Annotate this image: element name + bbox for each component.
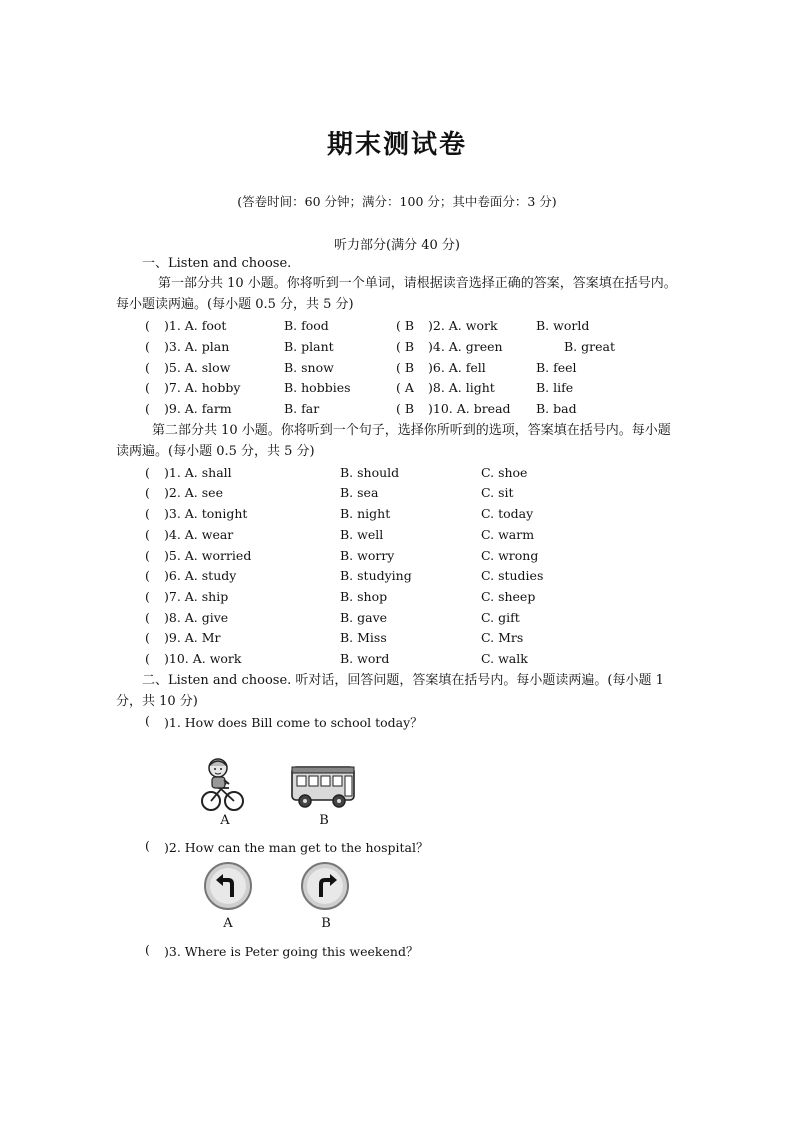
option-c: C. gift bbox=[481, 610, 520, 625]
answer-bracket[interactable]: ( bbox=[145, 465, 150, 480]
option-label: A bbox=[220, 813, 230, 828]
option-c: C. sheep bbox=[481, 589, 536, 604]
option-b: B. far bbox=[284, 401, 320, 416]
option-a: )3. A. plan bbox=[164, 339, 230, 354]
answer-bracket[interactable]: ( A bbox=[396, 380, 414, 395]
question-row bbox=[0, 380, 794, 398]
question-row bbox=[0, 318, 794, 336]
turn-right-icon[interactable] bbox=[300, 861, 350, 911]
question-row bbox=[0, 568, 794, 586]
answer-bracket[interactable]: ( bbox=[145, 318, 150, 333]
question-row bbox=[0, 401, 794, 419]
option-label: A bbox=[223, 916, 233, 931]
answer-bracket[interactable]: ( bbox=[145, 360, 150, 375]
option-a: )6. A. fell bbox=[428, 360, 486, 375]
question-row bbox=[0, 360, 794, 378]
option-a: )2. A. see bbox=[164, 485, 223, 500]
answer-bracket[interactable]: ( bbox=[145, 589, 150, 604]
answer-bracket[interactable]: ( bbox=[145, 838, 150, 853]
question-row bbox=[0, 506, 794, 524]
option-label: B bbox=[321, 916, 331, 931]
option-c: C. wrong bbox=[481, 548, 539, 563]
page-title: 期末测试卷 bbox=[326, 130, 467, 160]
question-row bbox=[0, 465, 794, 483]
option-a: )6. A. study bbox=[164, 568, 237, 583]
option-a: )9. A. farm bbox=[164, 401, 232, 416]
answer-bracket[interactable]: ( bbox=[145, 568, 150, 583]
option-a: )1. A. foot bbox=[164, 318, 227, 333]
part1-sub2-instruction: 第二部分共 10 小题。你将听到一个句子，选择你所听到的选项，答案填在括号内。每小题读两遍。(每小题 0.5 分，共 5 分) bbox=[116, 423, 671, 459]
option-b: B. gave bbox=[340, 610, 388, 625]
option-b: B. life bbox=[536, 380, 574, 395]
answer-bracket[interactable]: ( bbox=[145, 630, 150, 645]
option-b: B. studying bbox=[340, 568, 412, 583]
answer-bracket[interactable]: ( bbox=[145, 380, 150, 395]
option-c: C. walk bbox=[481, 651, 528, 666]
option-b: B. feel bbox=[536, 360, 577, 375]
question-row bbox=[0, 838, 794, 856]
answer-bracket[interactable]: ( bbox=[145, 339, 150, 354]
answer-bracket[interactable]: ( B bbox=[396, 318, 415, 333]
answer-bracket[interactable]: ( bbox=[145, 651, 150, 666]
answer-bracket[interactable]: ( bbox=[145, 713, 150, 728]
option-a: )4. A. wear bbox=[164, 527, 234, 542]
option-c: C. warm bbox=[481, 527, 535, 542]
option-a: )5. A. worried bbox=[164, 548, 252, 563]
listening-section-heading: 听力部分(满分 40 分) bbox=[334, 238, 460, 253]
question-text: )1. How does Bill come to school today？ bbox=[164, 715, 423, 730]
part1-sub1-instruction: 第一部分共 10 小题。你将听到一个单词，请根据读音选择正确的答案，答案填在括号内。每小题读两遍。(每小题 0.5 分，共 5 分) bbox=[116, 276, 677, 312]
option-a: )5. A. slow bbox=[164, 360, 231, 375]
part2-instruction: 二、Listen and choose. 听对话，回答问题，答案填在括号内。每小题读两遍。(每小题 1 分，共 10 分) bbox=[116, 673, 664, 709]
option-b: B. great bbox=[564, 339, 615, 354]
question-text: )2. How can the man get to the hospital？ bbox=[164, 840, 429, 855]
turn-left-icon[interactable] bbox=[203, 861, 253, 911]
option-a: )8. A. give bbox=[164, 610, 229, 625]
question-row bbox=[0, 548, 794, 566]
question-row bbox=[0, 589, 794, 607]
option-a: )1. A. shall bbox=[164, 465, 232, 480]
answer-bracket[interactable]: ( bbox=[145, 548, 150, 563]
option-b: B. Miss bbox=[340, 630, 387, 645]
question-row bbox=[0, 527, 794, 545]
option-b: B. snow bbox=[284, 360, 334, 375]
option-a: )8. A. light bbox=[428, 380, 495, 395]
option-c: C. sit bbox=[481, 485, 514, 500]
answer-bracket[interactable]: ( B bbox=[396, 339, 415, 354]
question-row bbox=[0, 942, 794, 960]
question-row bbox=[0, 713, 794, 731]
answer-bracket[interactable]: ( bbox=[145, 942, 150, 957]
boy-on-bicycle-icon[interactable] bbox=[196, 756, 246, 812]
option-c: C. Mrs bbox=[481, 630, 524, 645]
option-b: B. bad bbox=[536, 401, 577, 416]
option-b: B. word bbox=[340, 651, 390, 666]
option-a: )3. A. tonight bbox=[164, 506, 248, 521]
option-c: C. today bbox=[481, 506, 534, 521]
question-row bbox=[0, 485, 794, 503]
answer-bracket[interactable]: ( B bbox=[396, 360, 415, 375]
question-row bbox=[0, 339, 794, 357]
option-b: B. food bbox=[284, 318, 329, 333]
question-text: )3. Where is Peter going this weekend？ bbox=[164, 944, 419, 959]
option-a: )7. A. hobby bbox=[164, 380, 241, 395]
option-b: B. worry bbox=[340, 548, 395, 563]
option-b: B. shop bbox=[340, 589, 388, 604]
answer-bracket[interactable]: ( bbox=[145, 610, 150, 625]
option-a: )4. A. green bbox=[428, 339, 503, 354]
part1-heading: 一、Listen and choose. bbox=[142, 256, 292, 271]
question-row bbox=[0, 651, 794, 669]
answer-bracket[interactable]: ( bbox=[145, 401, 150, 416]
answer-bracket[interactable]: ( bbox=[145, 506, 150, 521]
answer-bracket[interactable]: ( bbox=[145, 527, 150, 542]
option-c: C. shoe bbox=[481, 465, 528, 480]
option-b: B. well bbox=[340, 527, 384, 542]
question-row bbox=[0, 610, 794, 628]
option-b: B. night bbox=[340, 506, 391, 521]
answer-bracket[interactable]: ( B bbox=[396, 401, 415, 416]
option-c: C. studies bbox=[481, 568, 544, 583]
answer-bracket[interactable]: ( bbox=[145, 485, 150, 500]
option-label: B bbox=[319, 813, 329, 828]
option-b: B. hobbies bbox=[284, 380, 351, 395]
question-row bbox=[0, 630, 794, 648]
option-a: )2. A. work bbox=[428, 318, 498, 333]
option-a: )10. A. work bbox=[164, 651, 242, 666]
option-b: B. plant bbox=[284, 339, 334, 354]
option-a: )10. A. bread bbox=[428, 401, 511, 416]
option-a: )7. A. ship bbox=[164, 589, 229, 604]
option-b: B. should bbox=[340, 465, 400, 480]
exam-info: (答卷时间：60 分钟；满分：100 分；其中卷面分：3 分) bbox=[237, 194, 557, 209]
option-b: B. sea bbox=[340, 485, 379, 500]
bus-icon[interactable] bbox=[290, 764, 356, 810]
option-b: B. world bbox=[536, 318, 590, 333]
option-a: )9. A. Mr bbox=[164, 630, 221, 645]
